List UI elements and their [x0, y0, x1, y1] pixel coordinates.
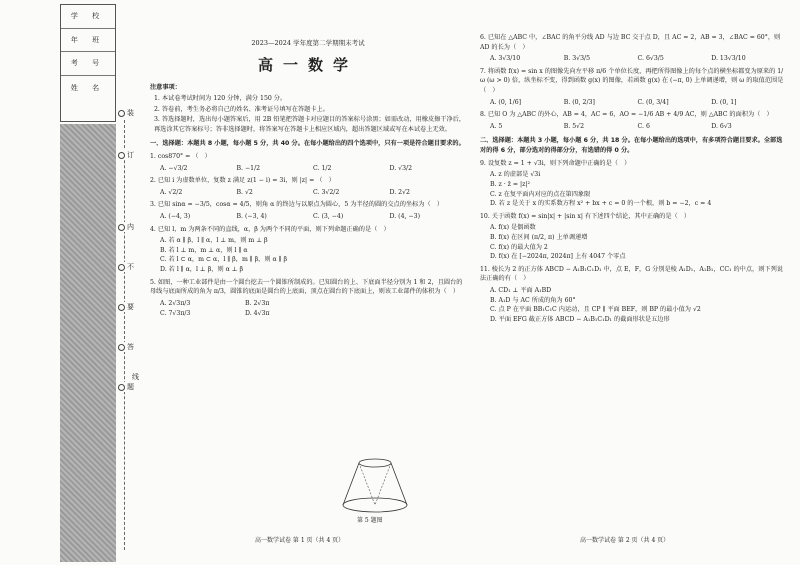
student-info-box [60, 4, 116, 122]
circle-icon [118, 152, 125, 159]
option-row [160, 188, 466, 198]
option: B. 5√2 [563, 122, 585, 130]
option: A. CD₁ ⊥ 平面 A₁BD [490, 287, 552, 295]
option: C. 6 [637, 122, 650, 130]
option: B. A₁D 与 AC 所成的角为 60° [490, 296, 576, 304]
question-stem: 10. 关于函数 f(x) = sin|x| + |sin x| 有下述四个结论，其中正确的是（ ） [480, 212, 691, 220]
option: C. z 在复平面内对应的点在第四象限 [490, 190, 591, 198]
binding-mark: 不 [118, 262, 138, 272]
notice-item: 1. 本试卷考试时间为 120 分钟，满分 150 分。 [154, 94, 287, 102]
option-row [160, 164, 466, 174]
page-footer-left: 高一数学试卷 第 1 页（共 4 页） [255, 537, 345, 544]
binding-mark: 要 [118, 302, 138, 312]
question-stem: 4. 已知 l，m 为两条不同的直线，α，β 为两个不同的平面，则下列命题正确的是（ ） [150, 225, 390, 233]
question-stem: 8. 已知 O 为 △ABC 的外心，AB = 4，AC = 6，AO = −1/6 AB + 4/9 AC，则 △ABC 的面积为（ ） [480, 111, 773, 119]
option-row [490, 122, 785, 132]
question-2 [150, 176, 466, 197]
binding-mark: 答 [118, 342, 138, 352]
exam-title: 2023—2024 学年度第二学期期末考试 [251, 39, 365, 47]
binding-mark: 题 [118, 382, 138, 392]
question-10 [480, 212, 785, 262]
option-row [490, 54, 785, 64]
question-stem: 11. 棱长为 2 的正方体 ABCD − A₁B₁C₁D₁ 中，点 E，F，G 分别是棱 A₁D₁，A₁B₁，CC₁ 的中点，则下列说法正确的有（ ） [480, 265, 783, 283]
left-column [150, 30, 466, 550]
option: A. (0, 1/6] [490, 98, 522, 106]
class-field: 年 班 [61, 29, 115, 53]
option: D. 若 l ∥ α，l ⊥ β，则 α ⊥ β [160, 266, 244, 274]
option: A. √2/2 [160, 188, 183, 196]
option: A. 若 α ∥ β，l ∥ α，l ⊥ m，则 m ⊥ β [160, 237, 268, 245]
option: C. 点 P 在平面 BB₁C₁C 内运动，且 CP ∥ 平面 BEF，则 BP 的最小值为 √2 [490, 306, 701, 314]
option-row [490, 98, 785, 108]
option: B. √2 [236, 188, 253, 196]
notice-heading: 注意事项： [150, 84, 181, 92]
question-stem: 9. 设复数 z = 1 + √3i，则下列命题中正确的是（ ） [480, 159, 631, 167]
question-11 [480, 265, 785, 325]
option: D. 平面 EFG 截正方体 ABCD − A₁B₁C₁D₁ 的截面形状是五边形 [490, 315, 670, 323]
question-stem: 6. 已知在 △ABC 中，∠BAC 的角平分线 AD 与边 BC 交于点 D，且 AC = 2，AB = 3，∠BAC = 60°，则 AD 的长为（ ） [480, 34, 781, 51]
question-stem: 7. 将函数 f(x) = sin x 的图像先向左平移 π/6 个单位长度，再把所得图像上的每个点的横坐标都变为原来的 1/ω (ω > 0) 倍，纵坐标不变，得到函数 g(x) 的图像，若函数 g(x) 在 (−π, 0) 上单调递增，则 ω 的取值范围是（ ） [480, 67, 784, 95]
section-1-heading: 一、选择题：本题共 8 小题，每小题 5 分，共 40 分。在每小题给出的四个选项中，只有一项是符合题目要求的。 [150, 140, 465, 148]
option: C. (3, −4) [313, 213, 344, 221]
figure-caption: 第 5 题图 [357, 517, 383, 524]
notice-block [150, 83, 466, 134]
school-field: 学 校 [61, 5, 115, 29]
binding-gray-band [60, 124, 116, 562]
option-row [160, 212, 466, 222]
question-8 [480, 110, 785, 131]
option: C. f(x) 的最大值为 2 [490, 243, 548, 251]
option: A. z 的虚部是 √3i [490, 171, 541, 179]
question-6 [480, 33, 785, 64]
option: B. (0, 2/3] [563, 98, 595, 106]
exam-number-field: 考 号 [61, 52, 115, 76]
option: D. (4, −3) [389, 213, 420, 221]
option: B. −1/2 [236, 164, 261, 172]
question-7 [480, 67, 785, 107]
option-row [160, 236, 466, 274]
option: C. 3√2/2 [313, 188, 340, 196]
option: A. (−4, 3) [160, 213, 191, 221]
notice-item: 3. 答选择题时，选出每小题答案后，用 2B 铅笔把答题卡对应题目的答案标号涂黑；如需改动，用橡皮擦干净后，再选涂其它答案标号；答非选择题时，将答案写在答题卡上相应区域内，超出答题区域或写在本试卷上无效。 [154, 116, 466, 133]
circle-icon [118, 110, 125, 117]
binding-dashed-line [124, 120, 125, 550]
option: D. (0, 1] [711, 98, 737, 106]
circle-icon [118, 384, 125, 391]
question-9 [480, 159, 785, 209]
option-row [490, 223, 785, 261]
name-field: 姓 名 [70, 83, 106, 92]
option: A. −√3/2 [160, 164, 188, 172]
option: D. 13√3/10 [711, 55, 746, 63]
option: A. 2√3π/3 [160, 299, 191, 307]
option: D. 4√3π [245, 309, 270, 317]
subject-title: 高一数学 [257, 56, 358, 75]
circle-icon [118, 344, 125, 351]
question-4 [150, 225, 466, 275]
option: C. 1/2 [313, 164, 332, 172]
option-row [490, 286, 785, 324]
circle-icon [118, 304, 125, 311]
option: D. √3/2 [389, 164, 413, 172]
binding-mark: 订 [118, 150, 138, 160]
option-row [160, 299, 330, 318]
question-stem: 3. 已知 sinα = −3/5，cosα = 4/5，则角 α 的终边与以原点为圆心，5 为半径的圆的交点的坐标为（ ） [150, 201, 444, 209]
notice-item: 2. 答卷前，考生务必将自己的姓名、准考证号填写在答题卡上。 [154, 105, 329, 113]
option-row [490, 170, 785, 208]
option: D. f(x) 在 [−2024π, 2024π] 上有 4047 个零点 [490, 253, 626, 261]
page-footer-right: 高一数学试卷 第 2 页（共 4 页） [580, 537, 670, 544]
binding-mark: 线 [132, 372, 144, 382]
option: D. 若 z 是关于 x 的实系数方程 x² + bx + c = 0 的一个根，则 b = −2，c = 4 [490, 200, 712, 208]
question-1 [150, 152, 466, 173]
binding-mark: 内 [118, 222, 138, 232]
option: C. 6√3/5 [637, 55, 664, 63]
option: C. 7√3π/3 [160, 309, 191, 317]
circle-icon [118, 264, 125, 271]
question-5 [150, 278, 463, 318]
option: B. 2√3π [245, 299, 270, 307]
option: A. 5 [490, 122, 503, 130]
question-stem: 2. 已知 i 为虚数单位，复数 z 满足 z(1 − i) = 3i，则 |z| = （ ） [150, 177, 335, 185]
option: B. 3√3/5 [563, 55, 591, 63]
circle-icon [118, 224, 125, 231]
option: A. 3√3/10 [490, 55, 521, 63]
option: B. 若 l ⊥ m，m ⊥ α，则 l ∥ α [160, 246, 248, 254]
binding-mark: 装 [118, 108, 138, 118]
option: C. (0, 3/4] [637, 98, 669, 106]
option: A. f(x) 是偶函数 [490, 224, 536, 232]
right-column [480, 30, 785, 550]
section-2-heading: 二、选择题：本题共 3 小题，每小题 6 分，共 18 分。在每小题给出的选项中，有多项符合题目要求。全部选对的得 6 分，部分选对的得部分分，有选错的得 0 分。 [480, 137, 783, 155]
option: C. 若 l ⊂ α，m ⊂ α，l ∥ β，m ∥ β，则 α ∥ β [160, 256, 288, 264]
question-stem: 5. 如图，一种工业部件是由一个圆台挖去一个圆锥所制成的。已知圆台的上、下底面半径分别为 1 和 2，且圆台的母线与底面所成的角为 π/3，圆锥的底面是圆台的上底面，顶点在圆台的下底面上，则该工业部件的体积为（ ） [150, 278, 463, 296]
question-stem: 1. cos870° = （ ） [150, 152, 211, 160]
question-3 [150, 200, 466, 221]
option: B. z · z̄ = |z|² [490, 180, 530, 188]
option: D. 2√2 [389, 188, 410, 196]
option: B. f(x) 在区间 (π/2, π) 上单调递增 [490, 233, 588, 241]
option: B. (−3, 4) [236, 213, 267, 221]
option: D. 6√3 [711, 122, 732, 130]
